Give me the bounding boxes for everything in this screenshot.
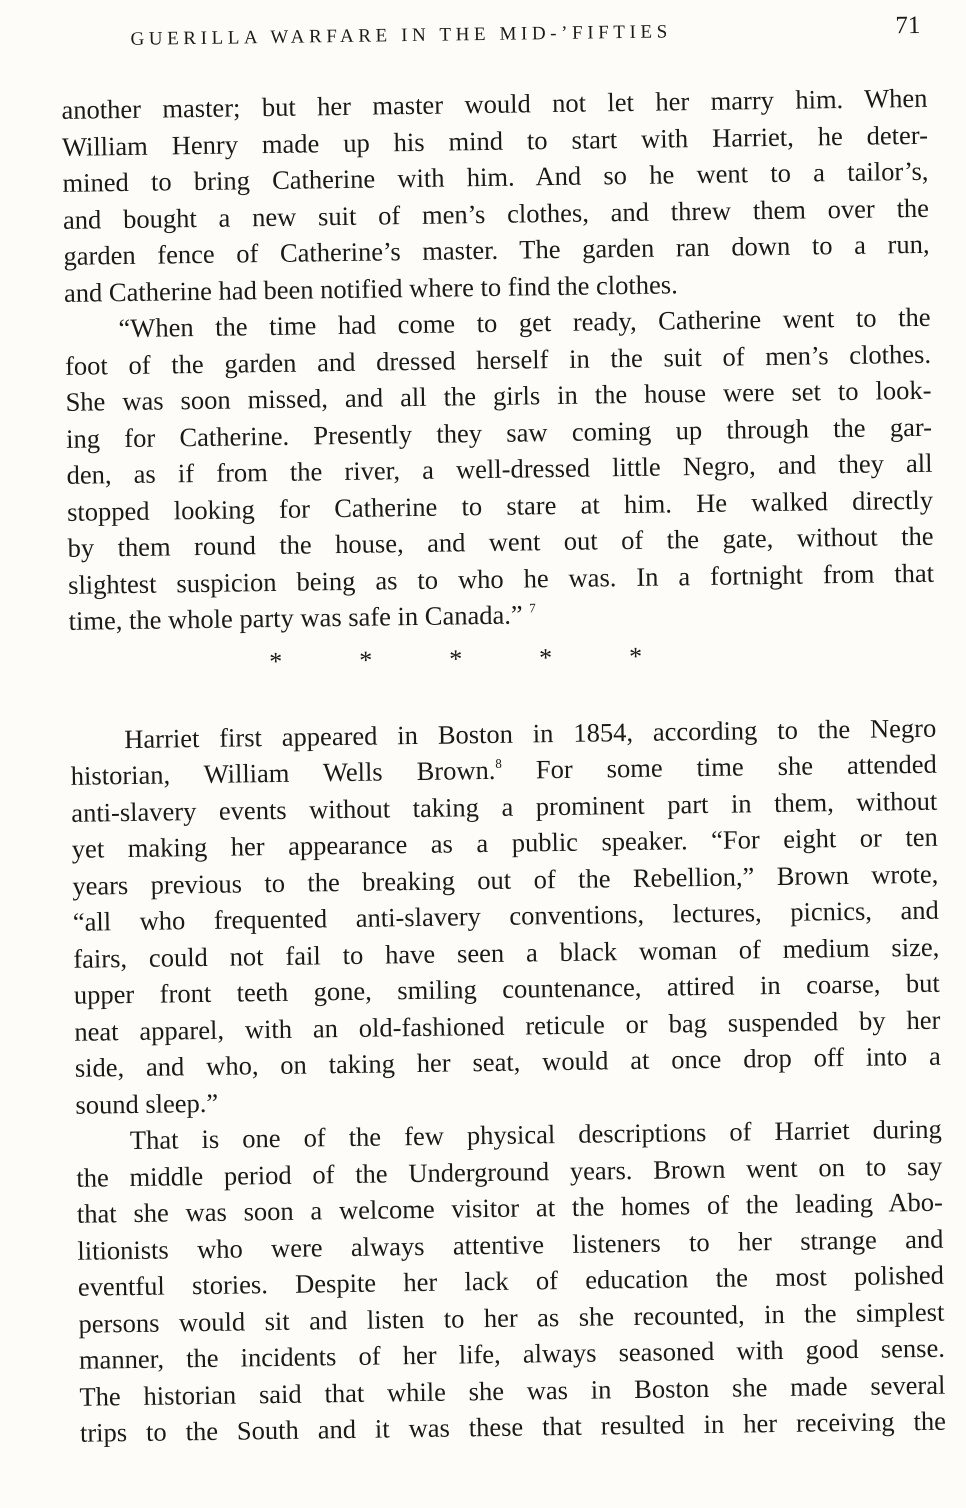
- text-line: eventful stories. Despite her lack of education the most polished: [77, 1259, 945, 1302]
- text-line: She was soon missed, and all the girls in the house were set to look-: [65, 374, 932, 417]
- page-number: 71: [895, 11, 921, 40]
- text-line: trips to the South and it was these that resulted in her receiving the: [79, 1405, 947, 1448]
- text-line: ing for Catherine. Presently they saw coming up through the gar-: [65, 411, 933, 454]
- running-head: [130, 8, 920, 55]
- text-line: mined to bring Catherine with him. And so he went to a tailor’s,: [62, 155, 929, 198]
- text-line: “When the time had come to get ready, Catherine went to the: [118, 301, 931, 344]
- asterisk: *: [628, 641, 643, 671]
- text-line: foot of the garden and dressed herself in the suit of men’s clothes.: [64, 338, 932, 381]
- text-line: upper front teeth gone, smiling countenance, attired in coarse, but: [73, 967, 940, 1010]
- text-line: and Catherine had been notified where to find the clothes.: [63, 268, 678, 308]
- section-break: [69, 627, 936, 697]
- text-line: and bought a new suit of men’s clothes, and threw them over the: [62, 192, 930, 235]
- asterisk: *: [358, 645, 373, 675]
- paragraph-description: [76, 1111, 947, 1452]
- text-line: anti-slavery events without taking a prominent part in them, without: [71, 785, 938, 828]
- text-line: that she was soon a welcome visitor at the homes of the leading Abo-: [76, 1186, 944, 1229]
- text-line: neat apparel, with an old-fashioned reticule or bag suspended by her: [74, 1004, 941, 1047]
- paragraph-quotation: [64, 299, 935, 640]
- text-line: manner, the incidents of her life, always seasoned with good sense.: [78, 1332, 946, 1375]
- text-line: The historian said that while she was in Boston she made several: [79, 1369, 946, 1412]
- text-line: yet making her appearance as a public speaker. “For eight or ten: [71, 821, 938, 864]
- text-line: garden fence of Catherine’s master. The garden ran down to a run,: [63, 228, 930, 271]
- text-line: sound sleep.”: [75, 1087, 219, 1120]
- paragraph-boston: [70, 709, 942, 1123]
- line-text: historian, William Wells Brown.: [70, 754, 496, 791]
- line-text: For some time she attended: [501, 748, 937, 785]
- footnote-reference: 8: [495, 755, 502, 771]
- running-title: GUERILLA WARFARE IN THE MID-’FIFTIES: [130, 21, 672, 50]
- line-text: time, the whole party was safe in Canada.”: [68, 599, 523, 636]
- text-line: “all who frequented anti-slavery conventions, lectures, picnics, and: [72, 894, 939, 937]
- text-line: slightest suspicion being as to who he was. In a fortnight from that: [67, 557, 935, 600]
- paragraph-continued: [61, 80, 930, 311]
- text-line: years previous to the breaking out of the Rebellion,” Brown wrote,: [72, 858, 939, 901]
- text-line: the middle period of the Underground years. Brown went on to say: [76, 1150, 943, 1193]
- text-line: fairs, could not fail to have seen a black woman of medium size,: [73, 931, 940, 974]
- text-line: William Henry made up his mind to start with Harriet, he deter-: [61, 119, 929, 162]
- asterisk: *: [269, 646, 283, 676]
- text-line: side, and who, on taking her seat, would at once drop off into a: [74, 1040, 941, 1083]
- text-line: litionists who were always attentive listeners to her strange and: [77, 1223, 944, 1266]
- text-line: den, as if from the river, a well-dressed little Negro, and they all: [66, 447, 933, 490]
- text-line: by them round the house, and went out of the gate, without the: [67, 520, 934, 563]
- footnote-reference: 7: [529, 600, 536, 616]
- body-text: [61, 80, 946, 1451]
- text-line: another master; but her master would not let her marry him. When: [61, 82, 928, 125]
- asterisk: *: [448, 643, 463, 674]
- asterisk: *: [538, 642, 553, 672]
- text-line: stopped looking for Catherine to stare at him. He walked directly: [66, 484, 934, 527]
- text-line: That is one of the few physical descriptions of Harriet during: [129, 1113, 943, 1156]
- text-line: persons would sit and listen to her as she recounted, in the simplest: [78, 1296, 945, 1339]
- text-line: Harriet first appeared in Boston in 1854, according to the Negro: [124, 712, 937, 754]
